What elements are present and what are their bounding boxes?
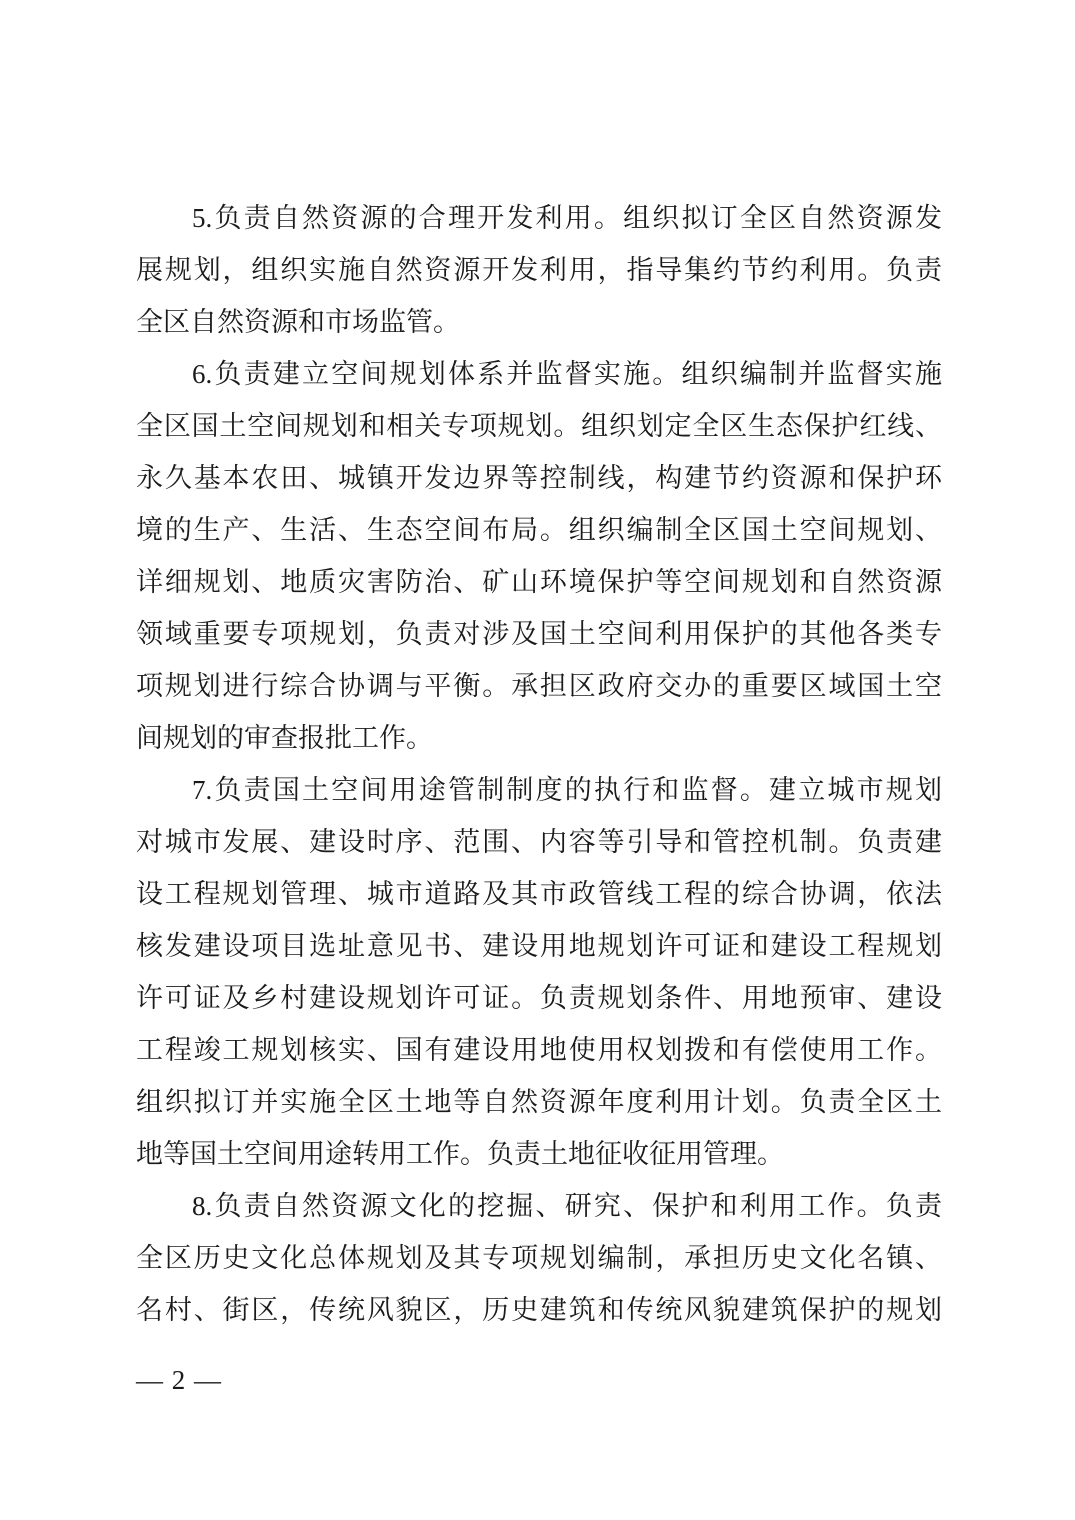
text-line: 设工程规划管理、城市道路及其市政管线工程的综合协调，依法 [136, 879, 942, 909]
text-line: 7.负责国土空间用途管制制度的执行和监督。建立城市规划 [192, 775, 942, 805]
page-number: — 2 — [136, 1365, 222, 1395]
text-line: 境的生产、生活、生态空间布局。组织编制全区国土空间规划、 [136, 515, 942, 545]
text-line: 5.负责自然资源的合理开发利用。组织拟订全区自然资源发 [192, 203, 942, 233]
text-line: 工程竣工规划核实、国有建设用地使用权划拨和有偿使用工作。 [136, 1035, 942, 1065]
document-body [136, 192, 942, 1336]
text-line: 全区历史文化总体规划及其专项规划编制，承担历史文化名镇、 [136, 1243, 942, 1273]
text-line: 6.负责建立空间规划体系并监督实施。组织编制并监督实施 [192, 359, 942, 389]
text-line: 许可证及乡村建设规划许可证。负责规划条件、用地预审、建设 [136, 983, 942, 1013]
text-line: 间规划的审查报批工作。 [136, 723, 433, 753]
text-line: 展规划，组织实施自然资源开发利用，指导集约节约利用。负责 [136, 255, 942, 285]
text-line: 全区国土空间规划和相关专项规划。组织划定全区生态保护红线、 [136, 411, 942, 441]
text-line: 全区自然资源和市场监管。 [136, 307, 460, 337]
text-line: 8.负责自然资源文化的挖掘、研究、保护和利用工作。负责 [192, 1191, 942, 1221]
paragraph [136, 764, 942, 1180]
text-line: 永久基本农田、城镇开发边界等控制线，构建节约资源和保护环 [136, 463, 942, 493]
text-line: 领域重要专项规划，负责对涉及国土空间利用保护的其他各类专 [136, 619, 942, 649]
text-line: 项规划进行综合协调与平衡。承担区政府交办的重要区域国土空 [136, 671, 942, 701]
text-line: 对城市发展、建设时序、范围、内容等引导和管控机制。负责建 [136, 827, 942, 857]
text-line: 核发建设项目选址意见书、建设用地规划许可证和建设工程规划 [136, 931, 942, 961]
paragraph [136, 1180, 942, 1336]
paragraph [136, 192, 942, 348]
text-line: 组织拟订并实施全区土地等自然资源年度利用计划。负责全区土 [136, 1087, 942, 1117]
text-line: 详细规划、地质灾害防治、矿山环境保护等空间规划和自然资源 [136, 567, 942, 597]
text-line: 地等国土空间用途转用工作。负责土地征收征用管理。 [136, 1139, 784, 1169]
paragraph [136, 348, 942, 764]
text-line: 名村、街区，传统风貌区，历史建筑和传统风貌建筑保护的规划 [136, 1295, 942, 1325]
